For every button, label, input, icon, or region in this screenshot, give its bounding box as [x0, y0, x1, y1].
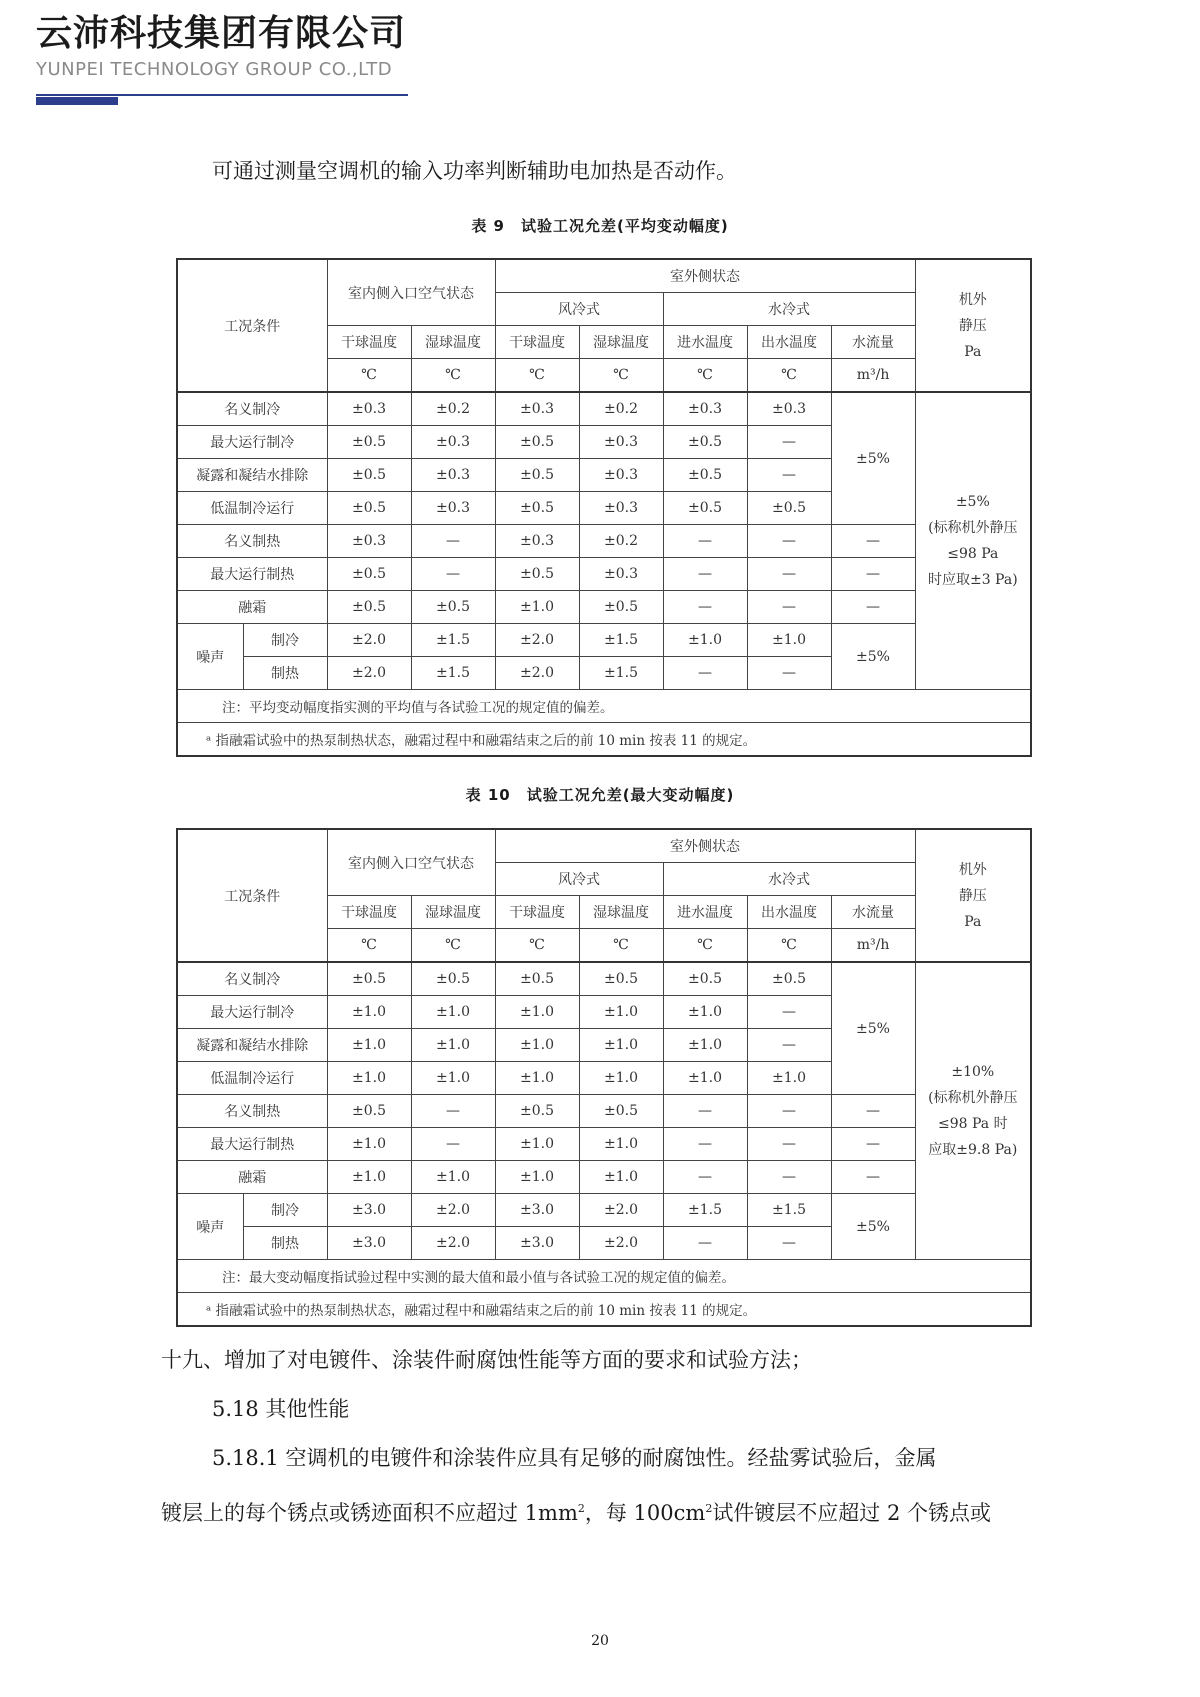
table-cell: — [747, 558, 831, 591]
table-cell: ±0.5 [411, 591, 495, 624]
table-cell: ±0.5 [495, 962, 579, 996]
row-label: 最大运行制冷 [177, 996, 327, 1029]
row-label: 名义制冷 [177, 392, 327, 426]
header-water-cooled: 水冷式 [663, 293, 915, 326]
table-cell: — [747, 657, 831, 690]
column-unit: ℃ [495, 929, 579, 963]
row-label: 低温制冷运行 [177, 492, 327, 525]
table10 [176, 828, 1032, 1327]
column-header: 出水温度 [747, 896, 831, 929]
table-cell: ±0.5 [579, 962, 663, 996]
table-cell: ±1.0 [411, 1029, 495, 1062]
table-cell: ±1.0 [411, 1161, 495, 1194]
column-unit: ℃ [327, 929, 411, 963]
column-unit: ℃ [579, 929, 663, 963]
column-header: 湿球温度 [411, 896, 495, 929]
table-cell: — [831, 525, 915, 558]
table-cell: — [831, 1161, 915, 1194]
table-cell: ±0.2 [579, 525, 663, 558]
table-cell: ±0.2 [411, 392, 495, 426]
table-cell: — [663, 558, 747, 591]
header-ext-pressure: 机外 静压 Pa [915, 829, 1031, 962]
table-cell: — [411, 1095, 495, 1128]
noise-sub-label: 制热 [243, 1227, 327, 1260]
intro-paragraph: 可通过测量空调机的输入功率判断辅助电加热是否动作。 [212, 159, 737, 183]
row-label: 最大运行制热 [177, 558, 327, 591]
table-cell: ±1.0 [327, 996, 411, 1029]
table-cell: — [831, 1128, 915, 1161]
table-cell: — [747, 996, 831, 1029]
table-cell: ±0.5 [327, 962, 411, 996]
noise-label: 噪声 [177, 624, 243, 690]
table-cell: ±0.3 [579, 426, 663, 459]
row-label: 名义制热 [177, 1095, 327, 1128]
table-cell: ±0.5 [327, 591, 411, 624]
table-cell: ±1.5 [411, 624, 495, 657]
table-cell: ±0.5 [327, 558, 411, 591]
table-cell: ±2.0 [495, 657, 579, 690]
table-cell: — [831, 1095, 915, 1128]
table-cell: ±1.5 [411, 657, 495, 690]
table-cell: — [831, 558, 915, 591]
row-label: 最大运行制冷 [177, 426, 327, 459]
table-cell: — [747, 525, 831, 558]
table-cell: ±3.0 [495, 1194, 579, 1227]
table10-caption: 表 10 试验工况允差(最大变动幅度) [465, 786, 735, 804]
column-header: 水流量 [831, 896, 915, 929]
column-header: 干球温度 [495, 326, 579, 359]
header-air-cooled: 风冷式 [495, 293, 663, 326]
table-cell: ±0.3 [327, 392, 411, 426]
column-header: 进水温度 [663, 896, 747, 929]
table-cell: — [411, 525, 495, 558]
table9-caption: 表 9 试验工况允差(平均变动幅度) [471, 217, 729, 235]
table-cell: ±2.0 [495, 624, 579, 657]
table-cell: — [663, 1161, 747, 1194]
header-outdoor: 室外侧状态 [495, 829, 915, 863]
table-cell: ±1.0 [579, 1029, 663, 1062]
table-cell: ±1.0 [411, 1062, 495, 1095]
table-cell: — [663, 525, 747, 558]
table-cell: ±0.3 [327, 525, 411, 558]
table-cell: ±1.5 [663, 1194, 747, 1227]
noise-flow-value: ±5% [831, 1194, 915, 1260]
column-unit: ℃ [327, 359, 411, 393]
table-cell: ±0.3 [663, 392, 747, 426]
para-5-18-1: 5.18.1 空调机的电镀件和涂装件应具有足够的耐腐蚀性。经盐雾试验后，金属 [212, 1446, 937, 1470]
row-label: 融霜 [177, 591, 327, 624]
table-cell: ±1.0 [495, 1161, 579, 1194]
table-cell: ±1.0 [579, 1128, 663, 1161]
table-cell: — [831, 591, 915, 624]
table-cell: — [747, 1029, 831, 1062]
table-cell: ±1.0 [747, 1062, 831, 1095]
column-unit: ℃ [663, 929, 747, 963]
table-cell: ±1.0 [495, 591, 579, 624]
table-cell: ±0.5 [747, 962, 831, 996]
table-cell: — [411, 1128, 495, 1161]
company-logo [36, 14, 406, 80]
table-cell: ±1.0 [495, 996, 579, 1029]
table-cell: ±0.2 [579, 392, 663, 426]
table-cell: ±0.5 [495, 492, 579, 525]
table-cell: — [411, 558, 495, 591]
table-cell: ±0.3 [747, 392, 831, 426]
column-header: 干球温度 [495, 896, 579, 929]
table-cell: ±0.3 [411, 492, 495, 525]
water-flow-group: ±5% [831, 392, 915, 525]
column-unit: ℃ [411, 359, 495, 393]
table-cell: ±2.0 [579, 1194, 663, 1227]
table-cell: — [663, 1128, 747, 1161]
column-header: 出水温度 [747, 326, 831, 359]
column-header: 湿球温度 [411, 326, 495, 359]
table-cell: ±1.0 [579, 1062, 663, 1095]
table-cell: ±3.0 [327, 1227, 411, 1260]
table-cell: ±0.3 [579, 492, 663, 525]
column-unit: ℃ [411, 929, 495, 963]
table-cell: — [747, 459, 831, 492]
column-header: 湿球温度 [579, 896, 663, 929]
noise-sub-label: 制冷 [243, 624, 327, 657]
noise-sub-label: 制热 [243, 657, 327, 690]
header-condition: 工况条件 [177, 259, 327, 392]
table-cell: ±0.5 [663, 426, 747, 459]
table-cell: ±1.0 [747, 624, 831, 657]
table-cell: ±0.5 [663, 459, 747, 492]
column-unit: ℃ [663, 359, 747, 393]
row-label: 低温制冷运行 [177, 1062, 327, 1095]
table-cell: ±0.3 [495, 392, 579, 426]
table-cell: ±0.5 [747, 492, 831, 525]
table-cell: ±1.0 [327, 1062, 411, 1095]
section-5-18-title: 5.18 其他性能 [212, 1397, 350, 1421]
table-cell: ±0.5 [579, 591, 663, 624]
table-cell: — [747, 1161, 831, 1194]
header-air-cooled: 风冷式 [495, 863, 663, 896]
table-cell: ±1.0 [495, 1128, 579, 1161]
column-unit: ℃ [747, 929, 831, 963]
table-cell: ±1.0 [327, 1161, 411, 1194]
table-footnote: ᵃ 指融霜试验中的热泵制热状态，融霜过程中和融霜结束之后的前 10 min 按表 11 的规定。 [177, 1293, 1031, 1327]
table-cell: ±0.5 [495, 1095, 579, 1128]
table-cell: — [663, 1095, 747, 1128]
table-cell: ±0.3 [411, 426, 495, 459]
page-number: 20 [591, 1633, 609, 1649]
ext-pressure-value: ±10% (标称机外静压 ≤98 Pa 时 应取±9.8 Pa) [915, 962, 1031, 1260]
table-cell: ±0.3 [579, 558, 663, 591]
company-name-en: YUNPEI TECHNOLOGY GROUP CO.,LTD [36, 59, 393, 80]
table-cell: ±1.0 [579, 1161, 663, 1194]
table-cell: ±1.0 [495, 1029, 579, 1062]
column-header: 干球温度 [327, 896, 411, 929]
table-cell: ±3.0 [327, 1194, 411, 1227]
table-cell: ±1.0 [327, 1029, 411, 1062]
column-header: 干球温度 [327, 326, 411, 359]
table-cell: ±0.5 [495, 459, 579, 492]
company-name-cn: 云沛科技集团有限公司 [36, 13, 407, 54]
table-cell: ±0.3 [495, 525, 579, 558]
table-cell: ±1.0 [411, 996, 495, 1029]
table-cell: — [747, 591, 831, 624]
header-indoor: 室内侧入口空气状态 [327, 829, 495, 896]
header-water-cooled: 水冷式 [663, 863, 915, 896]
table-cell: ±3.0 [495, 1227, 579, 1260]
table-cell: ±1.5 [579, 624, 663, 657]
column-unit: ℃ [579, 359, 663, 393]
table-note: 注：最大变动幅度指试验过程中实测的最大值和最小值与各试验工况的规定值的偏差。 [177, 1260, 1031, 1293]
table-cell: — [663, 657, 747, 690]
table-cell: ±1.0 [579, 996, 663, 1029]
table-cell: — [747, 426, 831, 459]
section-19: 十九、增加了对电镀件、涂装件耐腐蚀性能等方面的要求和试验方法； [161, 1348, 812, 1372]
table-cell: ±1.0 [495, 1062, 579, 1095]
table-cell: ±0.5 [411, 962, 495, 996]
table-cell: ±1.0 [327, 1128, 411, 1161]
table-cell: ±0.5 [495, 426, 579, 459]
table-cell: ±2.0 [411, 1194, 495, 1227]
para-5-18-1-cont: 镀层上的每个锈点或锈迹面积不应超过 $1mm^2$，每 $100cm^2$试件镀层不应超过 2 个锈点或 [161, 1501, 992, 1525]
header-ext-pressure: 机外 静压 Pa [915, 259, 1031, 392]
table-note: 注：平均变动幅度指实测的平均值与各试验工况的规定值的偏差。 [177, 690, 1031, 723]
noise-label: 噪声 [177, 1194, 243, 1260]
table-cell: — [663, 591, 747, 624]
table-cell: ±0.5 [663, 492, 747, 525]
header-outdoor: 室外侧状态 [495, 259, 915, 293]
table-cell: — [663, 1227, 747, 1260]
column-header: 水流量 [831, 326, 915, 359]
table-cell: ±0.5 [327, 1095, 411, 1128]
table-cell: ±2.0 [411, 1227, 495, 1260]
table-cell: ±0.5 [327, 426, 411, 459]
table-cell: ±0.5 [495, 558, 579, 591]
header-indoor: 室内侧入口空气状态 [327, 259, 495, 326]
ext-pressure-value: ±5% (标称机外静压 ≤98 Pa 时应取±3 Pa) [915, 392, 1031, 690]
table-cell: ±1.5 [747, 1194, 831, 1227]
table-cell: ±2.0 [579, 1227, 663, 1260]
table-cell: ±0.5 [327, 459, 411, 492]
water-flow-group: ±5% [831, 962, 915, 1095]
noise-flow-value: ±5% [831, 624, 915, 690]
row-label: 凝露和凝结水排除 [177, 1029, 327, 1062]
table-cell: ±1.0 [663, 996, 747, 1029]
table-cell: — [747, 1095, 831, 1128]
noise-sub-label: 制冷 [243, 1194, 327, 1227]
table-cell: ±0.5 [663, 962, 747, 996]
table-footnote: ᵃ 指融霜试验中的热泵制热状态，融霜过程中和融霜结束之后的前 10 min 按表 11 的规定。 [177, 723, 1031, 757]
header-accent-bar [36, 97, 118, 105]
table-cell: — [747, 1227, 831, 1260]
row-label: 名义制热 [177, 525, 327, 558]
table-cell: ±1.0 [663, 1029, 747, 1062]
table-cell: ±1.0 [663, 1062, 747, 1095]
table-cell: ±1.0 [663, 624, 747, 657]
table-cell: ±0.3 [579, 459, 663, 492]
row-label: 融霜 [177, 1161, 327, 1194]
row-label: 名义制冷 [177, 962, 327, 996]
table-cell: ±2.0 [327, 624, 411, 657]
table-cell: ±0.5 [327, 492, 411, 525]
column-unit: m³/h [831, 359, 915, 393]
column-unit: ℃ [495, 359, 579, 393]
row-label: 最大运行制热 [177, 1128, 327, 1161]
column-unit: m³/h [831, 929, 915, 963]
header-condition: 工况条件 [177, 829, 327, 962]
column-header: 湿球温度 [579, 326, 663, 359]
table9 [176, 258, 1032, 757]
table-cell: ±0.5 [579, 1095, 663, 1128]
table-cell: ±2.0 [327, 657, 411, 690]
column-unit: ℃ [747, 359, 831, 393]
column-header: 进水温度 [663, 326, 747, 359]
header-rule [36, 94, 408, 96]
table-cell: ±1.5 [579, 657, 663, 690]
table-cell: ±0.3 [411, 459, 495, 492]
row-label: 凝露和凝结水排除 [177, 459, 327, 492]
table-cell: — [747, 1128, 831, 1161]
